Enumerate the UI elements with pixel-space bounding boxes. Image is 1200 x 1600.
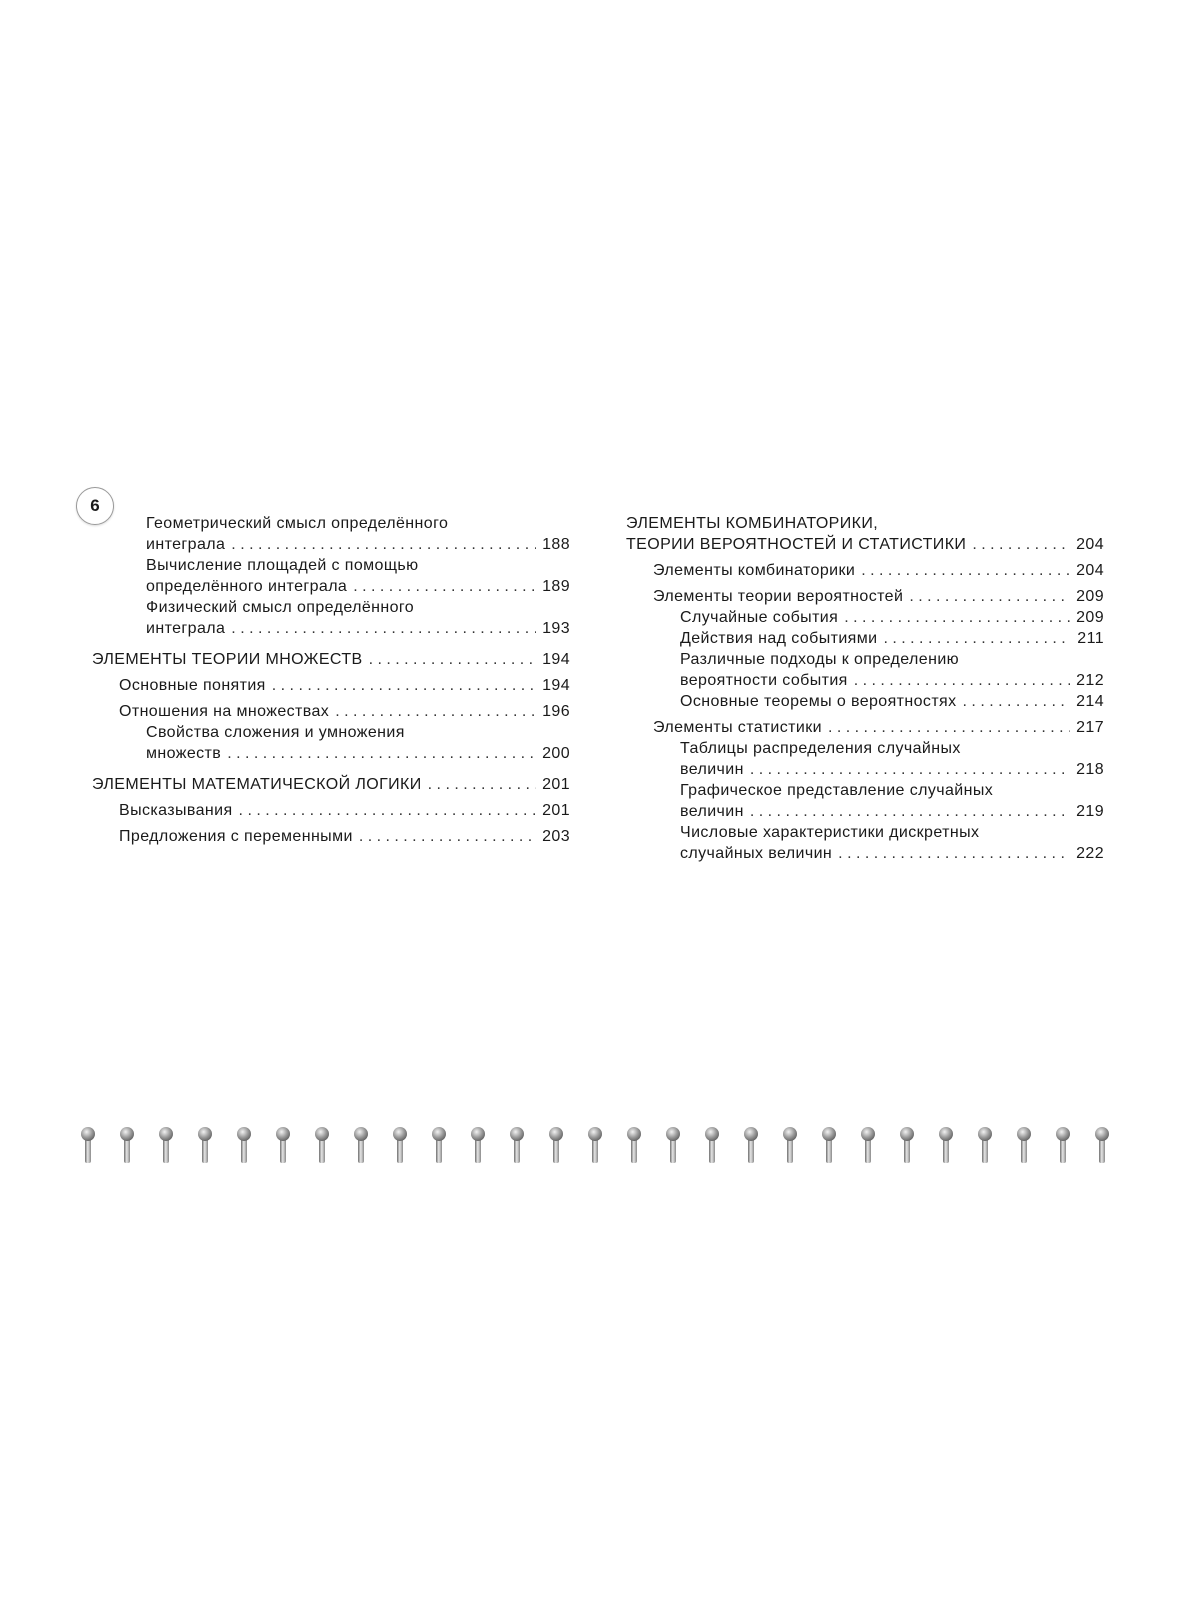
toc-entry-title-line: Таблицы распределения случайных <box>680 740 961 757</box>
toc-entry-title-line: Свойства сложения и умножения <box>146 724 405 741</box>
toc-page-number: 212 <box>1076 672 1104 689</box>
binding-ring <box>353 1127 369 1165</box>
toc-entry-title: Основные теоремы о вероятностях <box>680 693 957 710</box>
binding-ring <box>743 1127 759 1165</box>
toc-entry-title: Основные понятия <box>119 677 266 694</box>
toc-entry-title: Элементы теории вероятностей <box>653 588 904 605</box>
binding-ring <box>158 1127 174 1165</box>
toc-entry-title-line: Графическое представление случайных <box>680 782 994 799</box>
toc-entry-title-line: Физический смысл определённого <box>146 599 415 616</box>
toc-entry[interactable] <box>626 586 1104 607</box>
dot-leader <box>359 826 536 847</box>
binding-ring <box>587 1127 603 1165</box>
toc-page-number: 222 <box>1076 845 1104 862</box>
binding-ring <box>548 1127 564 1165</box>
toc-entry-title: вероятности события <box>680 672 848 689</box>
toc-page-number: 188 <box>542 536 570 553</box>
binding-ring <box>626 1127 642 1165</box>
binding-ring <box>509 1127 525 1165</box>
dot-leader <box>838 843 1070 864</box>
toc-entry[interactable] <box>626 691 1104 712</box>
toc-entry[interactable] <box>626 780 1104 822</box>
toc-entry[interactable] <box>92 513 570 555</box>
toc-entry-title-line: Вычисление площадей с помощью <box>146 557 419 574</box>
binding-ring <box>119 1127 135 1165</box>
toc-entry-title: ТЕОРИИ ВЕРОЯТНОСТЕЙ И СТАТИСТИКИ <box>626 536 967 553</box>
toc-page-number: 209 <box>1076 588 1104 605</box>
toc-entry[interactable] <box>92 800 570 821</box>
binding-ring <box>782 1127 798 1165</box>
binding-ring <box>1094 1127 1110 1165</box>
dot-leader <box>227 743 536 764</box>
binding-ring <box>275 1127 291 1165</box>
dot-leader <box>883 628 1071 649</box>
binding-ring <box>1016 1127 1032 1165</box>
toc-entry[interactable] <box>626 649 1104 691</box>
toc-entry-title: Элементы статистики <box>653 719 822 736</box>
binding-ring <box>392 1127 408 1165</box>
binding-ring <box>665 1127 681 1165</box>
toc-page-number: 219 <box>1076 803 1104 820</box>
dot-leader <box>854 670 1070 691</box>
toc-entry[interactable] <box>92 774 570 795</box>
dot-leader <box>272 675 536 696</box>
toc-entry[interactable] <box>626 607 1104 628</box>
toc-entry-title-line: Числовые характеристики дискретных <box>680 824 980 841</box>
page-number-badge: 6 <box>76 487 114 525</box>
dot-leader <box>428 774 536 795</box>
toc-entry[interactable] <box>626 717 1104 738</box>
spiral-binding <box>80 1127 1120 1167</box>
toc-page-number: 193 <box>542 620 570 637</box>
toc-entry[interactable] <box>92 701 570 722</box>
toc-page-number: 201 <box>542 776 570 793</box>
toc-page-number: 203 <box>542 828 570 845</box>
toc-page-number: 214 <box>1076 693 1104 710</box>
toc-entry-title: величин <box>680 803 744 820</box>
toc-entry-title-line: Геометрический смысл определённого <box>146 515 449 532</box>
binding-ring <box>197 1127 213 1165</box>
toc-entry[interactable] <box>92 555 570 597</box>
toc-entry-title: Отношения на множествах <box>119 703 330 720</box>
binding-ring <box>470 1127 486 1165</box>
dot-leader <box>861 560 1070 581</box>
toc-entry-title: определённого интеграла <box>146 578 348 595</box>
toc-entry-title: ЭЛЕМЕНТЫ МАТЕМАТИЧЕСКОЙ ЛОГИКИ <box>92 776 422 793</box>
dot-leader <box>828 717 1070 738</box>
toc-entry[interactable] <box>92 597 570 639</box>
toc-page-number: 217 <box>1076 719 1104 736</box>
toc-entry-title: интеграла <box>146 620 226 637</box>
toc-right-column <box>626 513 1104 864</box>
toc-entry-title: Элементы комбинаторики <box>653 562 856 579</box>
toc-left-column <box>92 513 570 847</box>
dot-leader <box>909 586 1070 607</box>
dot-leader <box>750 801 1070 822</box>
dot-leader <box>844 607 1070 628</box>
toc-entry-title: величин <box>680 761 744 778</box>
toc-entry[interactable] <box>92 675 570 696</box>
toc-entry-title: Высказывания <box>119 802 233 819</box>
toc-entry-title: ЭЛЕМЕНТЫ ТЕОРИИ МНОЖЕСТВ <box>92 651 363 668</box>
toc-entry-title-line: ЭЛЕМЕНТЫ КОМБИНАТОРИКИ, <box>626 515 879 532</box>
dot-leader <box>963 691 1071 712</box>
dot-leader <box>335 701 536 722</box>
toc-entry-title: множеств <box>146 745 222 762</box>
toc-page-number: 200 <box>542 745 570 762</box>
toc-page-number: 211 <box>1077 630 1104 647</box>
toc-page-number: 194 <box>542 677 570 694</box>
toc-entry-title: интеграла <box>146 536 226 553</box>
toc-entry[interactable] <box>626 560 1104 581</box>
toc-entry[interactable] <box>92 649 570 670</box>
binding-ring <box>704 1127 720 1165</box>
toc-entry[interactable] <box>626 513 1104 555</box>
toc-entry-title: случайных величин <box>680 845 833 862</box>
toc-entry[interactable] <box>626 822 1104 864</box>
toc-page-number: 218 <box>1076 761 1104 778</box>
toc-entry[interactable] <box>626 738 1104 780</box>
binding-ring <box>977 1127 993 1165</box>
toc-entry-title: Действия над событиями <box>680 630 878 647</box>
binding-ring <box>899 1127 915 1165</box>
toc-page-number: 196 <box>542 703 570 720</box>
toc-entry[interactable] <box>626 628 1104 649</box>
dot-leader <box>231 534 536 555</box>
toc-entry-title: Случайные события <box>680 609 839 626</box>
dot-leader <box>369 649 537 670</box>
toc-entry-title-line: Различные подходы к определению <box>680 651 960 668</box>
binding-ring <box>1055 1127 1071 1165</box>
toc-page-number: 194 <box>542 651 570 668</box>
binding-ring <box>431 1127 447 1165</box>
toc-entry-title: Предложения с переменными <box>119 828 353 845</box>
binding-ring <box>821 1127 837 1165</box>
binding-ring <box>80 1127 96 1165</box>
dot-leader <box>239 800 537 821</box>
dot-leader <box>353 576 536 597</box>
toc-page-number: 189 <box>542 578 570 595</box>
toc-entry[interactable] <box>92 826 570 847</box>
binding-ring <box>314 1127 330 1165</box>
toc-page-number: 209 <box>1076 609 1104 626</box>
binding-ring <box>938 1127 954 1165</box>
dot-leader <box>972 534 1070 555</box>
toc-page-number: 204 <box>1076 536 1104 553</box>
toc-page-number: 201 <box>542 802 570 819</box>
binding-ring <box>236 1127 252 1165</box>
dot-leader <box>231 618 536 639</box>
toc-entry[interactable] <box>92 722 570 764</box>
toc-page-number: 204 <box>1076 562 1104 579</box>
dot-leader <box>750 759 1070 780</box>
binding-ring <box>860 1127 876 1165</box>
